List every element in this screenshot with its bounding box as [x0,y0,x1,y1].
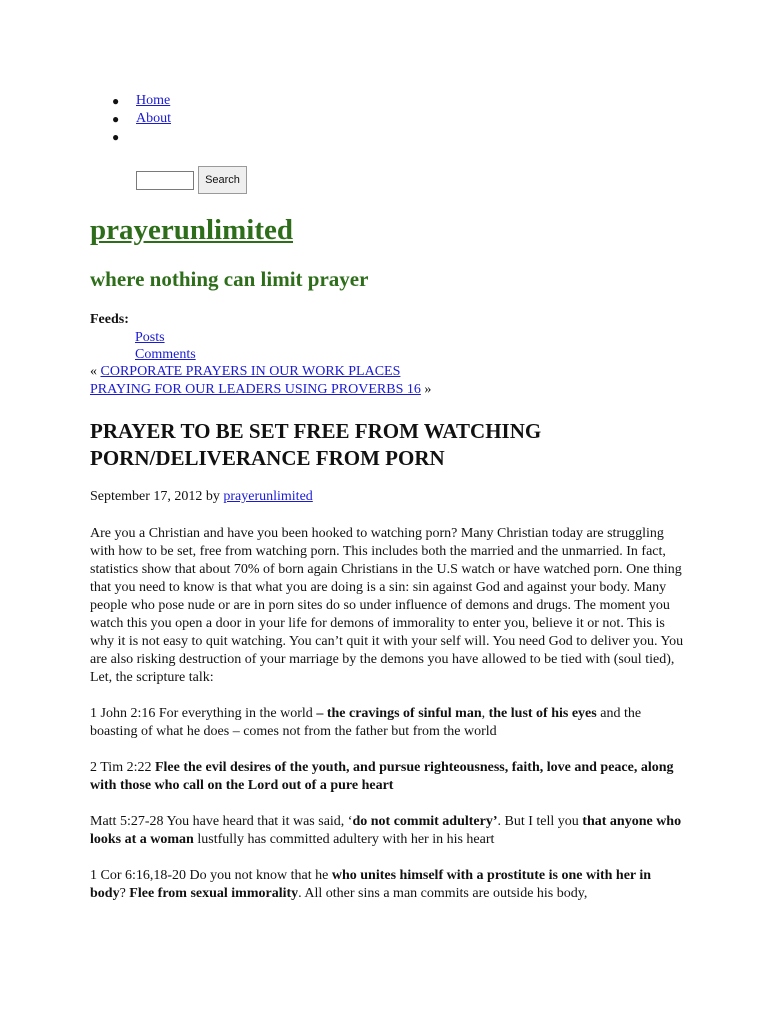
post-author-link[interactable]: prayerunlimited [223,489,313,504]
site-tagline: where nothing can limit prayer [90,267,369,291]
nav-link-about[interactable]: About [136,111,171,126]
verse-1john-rest: and the boasting of what he does – comes not from the father but from the world [90,706,642,739]
verse-1cor-ref: 1 Cor 6:16,18-20 Do you not know that he [90,868,332,883]
verse-1cor-bold-1: who unites himself with a prostitute is one with her in body [90,868,652,901]
verse-1john-bold-1: – the cravings of sinful man [316,706,482,721]
verse-1john-sep: , [481,706,489,721]
nav-list [0,92,768,146]
verse-2tim [90,759,690,795]
nav-item-about [0,110,768,128]
verse-1cor-mid: ? [119,886,130,901]
verse-1john [90,705,690,741]
verse-1cor-rest: . All other sins a man commits are outside his body, [298,886,588,901]
verse-2tim-bold: Flee the evil desires of the youth, and pursue righteousness, faith, love and peace, along with those who call on the Lord out of a pure heart [90,760,674,793]
feeds-block [90,311,730,364]
next-post-link[interactable]: PRAYING FOR OUR LEADERS USING PROVERBS 16 [90,381,421,397]
prev-post-row [90,363,730,381]
post-title: PRAYER TO BE SET FREE FROM WATCHING PORN/DELIVERANCE FROM PORN [90,419,542,470]
bullet-icon: ● [112,94,120,108]
post-date: September 17, 2012 [90,489,203,504]
verse-1cor-bold-2: Flee from sexual immorality [129,886,299,901]
verse-matt-bold-1: do not commit adultery’ [352,814,498,829]
post-content [90,525,690,921]
verse-1john-ref: 1 John 2:16 For everything in the world [90,706,317,721]
site-title-link[interactable]: prayerunlimited [90,214,293,246]
post-meta [90,488,313,506]
verse-matt-bold-2: that anyone who looks at a woman [90,814,682,847]
verse-2tim-ref: 2 Tim 2:22 [90,760,155,775]
nav-item-empty [0,128,768,146]
feed-posts-link[interactable]: Posts [135,329,165,345]
prev-post-link[interactable]: CORPORATE PRAYERS IN OUR WORK PLACES [100,364,401,379]
main-nav [0,92,768,146]
next-arrow: » [420,381,432,397]
site-title [90,212,293,248]
post-navigation [90,363,730,398]
verse-matt-rest: lustfully has committed adultery with her in his heart [193,832,495,847]
verse-1cor [90,867,690,903]
bullet-icon: ● [112,130,120,144]
prev-arrow: « [90,364,101,379]
verse-matt-ref: Matt 5:27-28 You have heard that it was said, ‘ [90,814,353,829]
verse-1john-bold-2: the lust of his eyes [488,706,597,721]
search-button[interactable]: Search [198,166,247,194]
bullet-icon: ● [112,112,120,126]
next-post-row [90,381,730,399]
feed-comments-link[interactable]: Comments [135,347,196,362]
post-intro: Are you a Christian and have you been hooked to watching porn? Many Christian today are struggling with how to be set, free from watching porn. This includes both the married and the unmarried. In fact, statistics show that about 70% of born again Christians in the U.S watch or have watched porn. One thing that you need to know is that what you are doing is a sin: sin against God and against your body. Many people who pose nude or are in porn sites do so under influence of demons and drugs. The moment you watch this you open a door in your life for demons of immorality to enter you, believe it or not. This is why it is not easy to quit watching. You can’t quit it with your self will. You need God to deliver you. You are also risking destruction of your marriage by the demons you have allowed to be tied with (soul tied), Let, the scripture talk: [90,526,684,685]
feeds-label: Feeds: [90,312,129,327]
verse-matt-mid: . But I tell you [497,814,583,829]
search-input[interactable] [136,171,194,190]
feed-comments-item [90,346,730,364]
post-by: by [202,489,224,504]
nav-item-home [0,92,768,110]
feed-posts-item [90,329,730,347]
nav-link-home[interactable]: Home [136,93,171,108]
verse-matt [90,813,690,849]
